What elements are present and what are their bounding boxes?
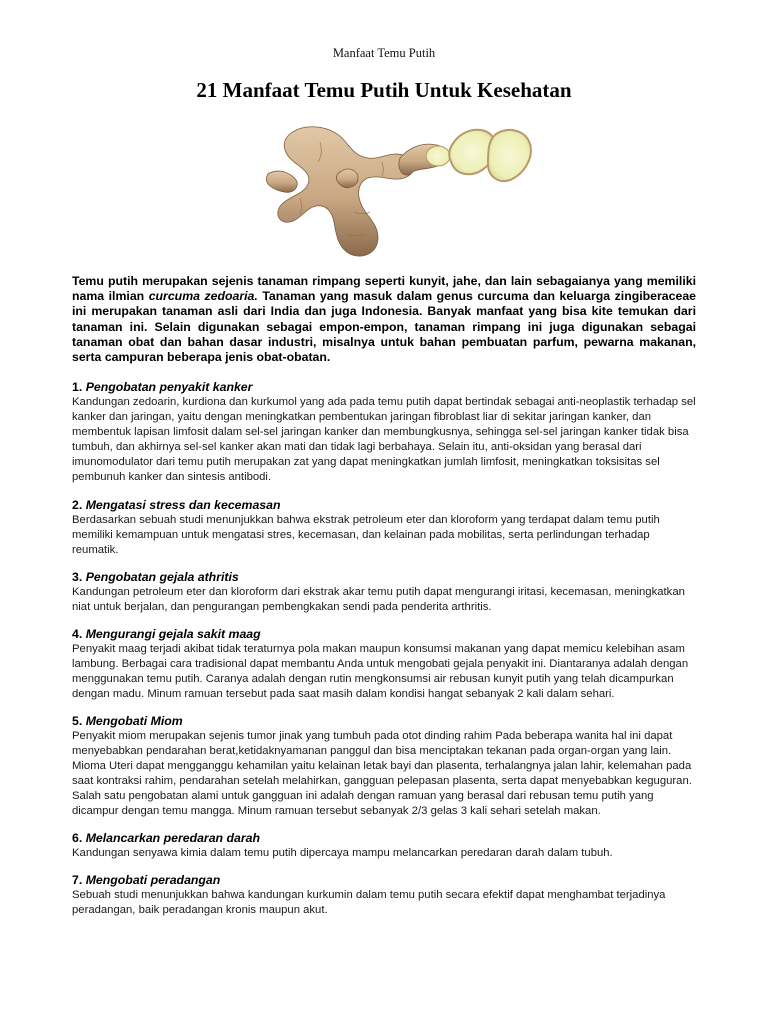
benefit-section-4 <box>72 627 698 702</box>
intro-text-part2: Tanaman yang masuk dalam genus curcuma dan keluarga zingiberaceae ini merupakan tanaman asli dari India dan juga Indonesia. Banyak manfaat yang bisa kite temukan dari tanaman ini. Selain digunakan sebagai empon-empon, tanaman rimpang ini juga digunakan sebagai tanaman obat dan bahan dasar industri, misalnya untuk bahan pembuatan parfum, pewarna makanan, serta campuran beberapa jenis obat-obatan. <box>72 289 696 365</box>
section-heading <box>72 873 698 888</box>
section-body: Kandungan petroleum eter dan kloroform dari ekstrak akar temu putih dapat mengurangi iritasi, kecemasan, meningkatkan niat untuk berjalan, dan pengurangan pembengkakan sendi pada penderita arthritis. <box>72 586 685 613</box>
section-body: Penyakit maag terjadi akibat tidak teraturnya pola makan maupun konsumsi makanan yang dapat memicu kelebihan asam lambung. Berbagai cara tradisional dapat membantu Anda untuk mengobati gejala penyakit ini. Diantaranya adalah dengan menggunakan temu putih. Caranya adalah dengan rutin mengkonsumsi air rebusan kunyit putih yang telah dicampurkan dengan madu. Minum ramuan tersebut pada saat masih dalam kondisi hangat sebanyak 2 kali dalam sehari. <box>72 643 689 700</box>
benefit-section-5 <box>72 714 698 819</box>
intro-latin-name: curcuma zedoaria. <box>148 289 258 304</box>
section-heading <box>72 498 698 513</box>
section-heading <box>72 627 698 642</box>
section-title: Mengobati Miom <box>85 714 183 728</box>
section-body: Kandungan senyawa kimia dalam temu putih dipercaya mampu melancarkan peredaran darah dalam tubuh. <box>72 847 613 859</box>
section-body: Kandungan zedoarin, kurdiona dan kurkumol yang ada pada temu putih dapat bertindak sebagai anti-neoplastik terhadap sel kanker dan jaringan, yaitu dengan meningkatkan pembentukan jaringan fibroblast liar di sekitar jaringan kanker, dan membentuk lapisan limfosit dalam sel-sel jaringan kanker dan membungkusnya, sehingga sel-sel jaringan kanker tidak bisa tumbuh, dan akhirnya sel-sel kanker akan mati dan tidak lagi berbahaya. Selain itu, anti-oksidan yang berasal dari imunomodulator dari temu putih merupakan zat yang dapat meningkatkan jumlah limfosit, meningkatkan toksisitas sel pembunuh kanker dan sintesis antibodi. <box>72 396 696 483</box>
benefit-section-7 <box>72 873 698 918</box>
section-heading <box>72 714 698 729</box>
section-number: 3. <box>72 570 83 584</box>
section-number: 2. <box>72 498 83 512</box>
intro-paragraph <box>72 274 696 365</box>
section-title: Pengobatan penyakit kanker <box>85 380 253 394</box>
benefit-section-6 <box>72 831 698 861</box>
running-head: Manfaat Temu Putih <box>332 46 436 60</box>
section-title: Pengobatan gejala athritis <box>85 570 239 584</box>
intro-text-part1: Temu putih merupakan sejenis tanaman rimpang seperti kunyit, jahe, dan lain sebagaianya yang memiliki nama ilmian <box>72 274 696 304</box>
benefit-section-1 <box>72 380 698 485</box>
section-number: 7. <box>72 873 83 887</box>
section-heading <box>72 380 698 395</box>
section-number: 6. <box>72 831 83 845</box>
benefits-list <box>72 380 698 930</box>
section-number: 1. <box>72 380 83 394</box>
section-title: Melancarkan peredaran darah <box>85 831 260 845</box>
section-heading <box>72 570 698 585</box>
section-heading <box>72 831 698 846</box>
page-title: 21 Manfaat Temu Putih Untuk Kesehatan <box>196 78 572 102</box>
section-number: 4. <box>72 627 83 641</box>
section-body: Berdasarkan sebuah studi menunjukkan bahwa ekstrak petroleum eter dan kloroform yang terdapat dalam temu putih memiliki kemampuan untuk mengatasi stres, kecemasan, dan kelainan pada mobilitas, serta perlindungan terhadap reumatik. <box>72 514 660 556</box>
benefit-section-3 <box>72 570 698 615</box>
section-title: Mengurangi gejala sakit maag <box>85 627 261 641</box>
section-title: Mengobati peradangan <box>85 873 221 887</box>
section-body: Penyakit miom merupakan sejenis tumor jinak yang tumbuh pada otot dinding rahim Pada beberapa wanita hal ini dapat menyebabkan pendarahan berat,ketidaknyamanan panggul dan bisa menciptakan tekanan pada organ-organ yang lain. Mioma Uteri dapat mengganggu kehamilan yaitu kelainan letak bayi dan plasenta, terhalangnya jalan lahir, kelemahan pada saat kontraksi rahim, pendarahan setelah melahirkan, gangguan pelepasan plasenta, serta dapat menyebabkan keguguran. Salah satu pengobatan alami untuk gangguan ini adalah dengan ramuan yang berasal dari rebusan temu putih yang dicampur dengan temu mangga. Minum ramuan tersebut sebanyak 2/3 gelas 3 kali sehari setelah makan. <box>72 730 692 817</box>
ginger-rhizome-icon <box>250 112 540 272</box>
section-number: 5. <box>72 714 83 728</box>
benefit-section-2 <box>72 498 698 558</box>
section-body: Sebuah studi menunjukkan bahwa kandungan kurkumin dalam temu putih secara efektif dapat menghambat terjadinya peradangan, baik peradangan kronis maupun akut. <box>72 889 666 916</box>
ginger-rhizome-image <box>250 112 540 272</box>
section-title: Mengatasi stress dan kecemasan <box>85 498 281 512</box>
